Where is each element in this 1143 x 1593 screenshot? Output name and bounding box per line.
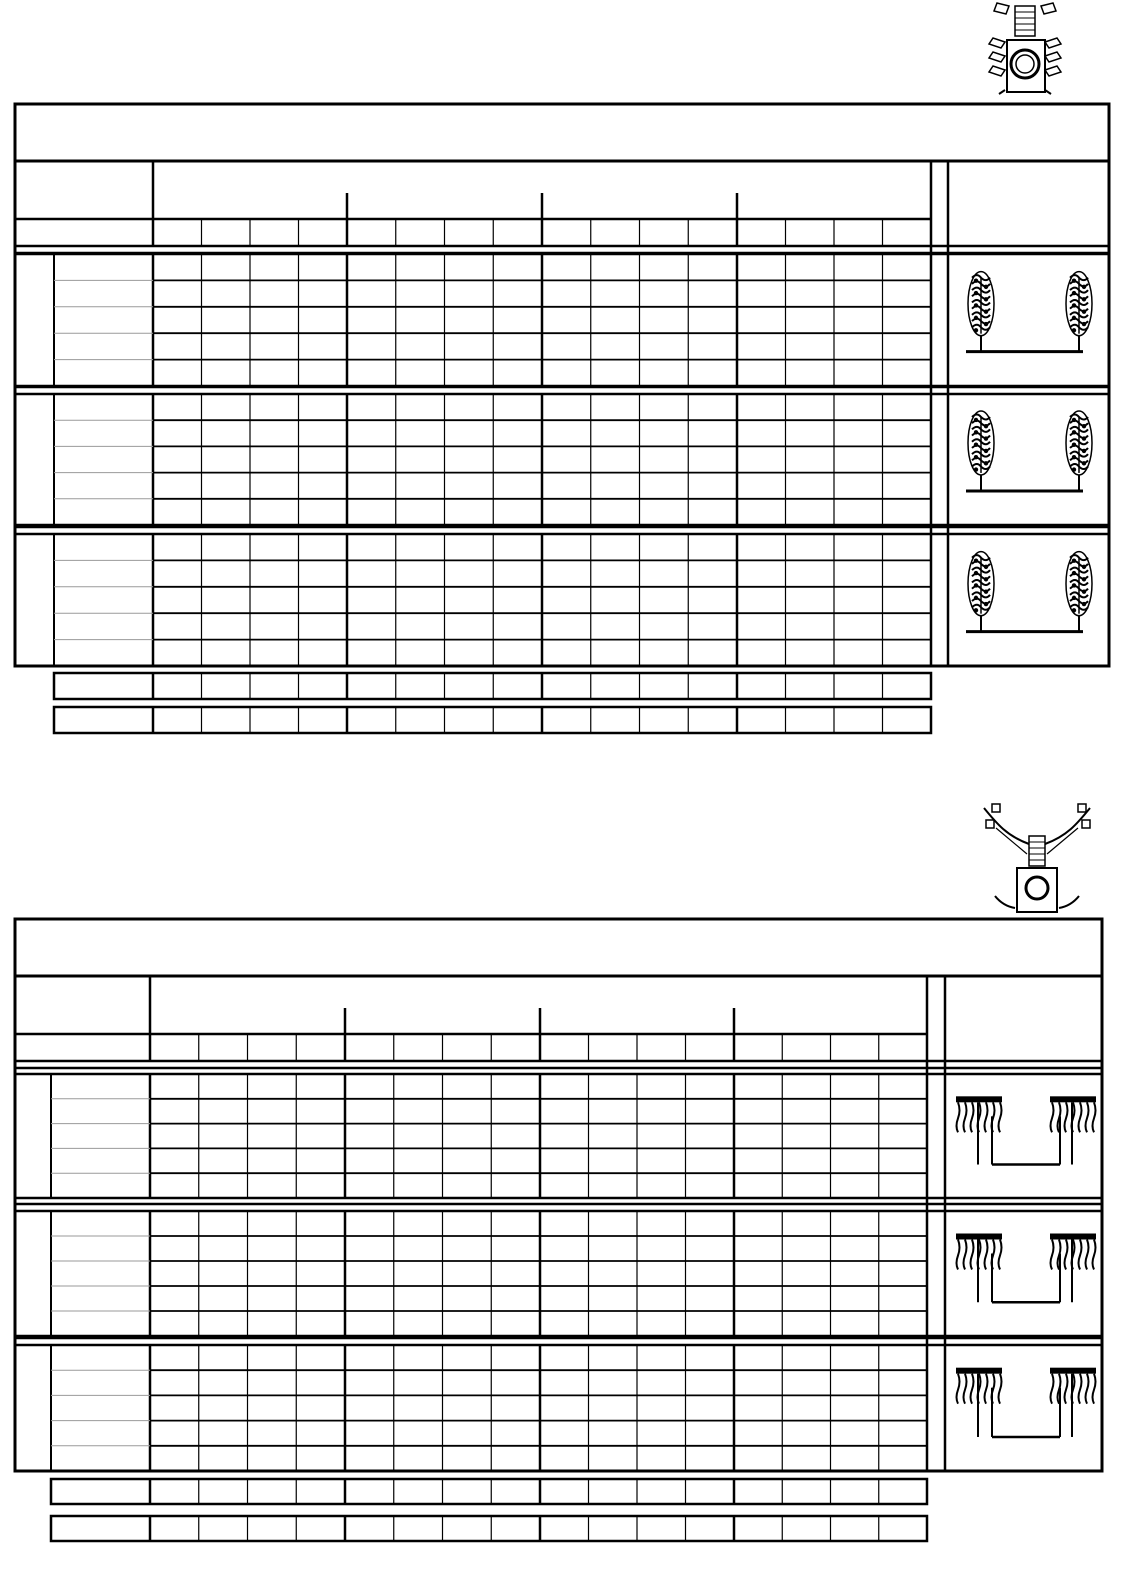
summary-row-1 — [54, 673, 931, 699]
tree-icon — [968, 552, 994, 632]
nozzle-icon — [1045, 38, 1061, 48]
data-block — [15, 527, 1109, 666]
summary-row-frame — [51, 1516, 927, 1541]
nozzle-icon — [1045, 52, 1061, 62]
trellis-vine-pair-icon — [956, 1096, 1096, 1164]
data-block — [15, 254, 1109, 386]
vine-icon — [1050, 1096, 1096, 1164]
tree-icon — [968, 411, 994, 491]
vine-icon — [956, 1096, 1002, 1164]
tree-icon — [1066, 411, 1092, 491]
trellis-vine-pair-icon — [956, 1368, 1096, 1437]
data-block — [15, 1204, 1102, 1336]
summary-row-1 — [51, 1479, 927, 1504]
data-table-upper — [15, 104, 1109, 733]
vine-icon — [1050, 1368, 1096, 1437]
sprayer-machine-compact-icon — [989, 3, 1061, 94]
tank — [1029, 836, 1045, 866]
trellis-vine-pair-icon — [956, 1234, 1096, 1303]
fan-housing — [1026, 877, 1048, 899]
nozzle-icon — [1078, 804, 1086, 812]
nozzle-icon — [1045, 66, 1061, 76]
nozzle-icon — [989, 38, 1005, 48]
vine-icon — [1050, 1234, 1096, 1303]
sprayer-machine-extended-arms-icon — [984, 804, 1090, 912]
bush-tree-pair-icon — [966, 272, 1092, 352]
data-block — [15, 1074, 1102, 1198]
summary-row-frame — [51, 1479, 927, 1504]
nozzle-icon — [986, 820, 994, 828]
summary-row-frame — [54, 673, 931, 699]
summary-row-frame — [54, 707, 931, 733]
summary-row-2 — [54, 707, 931, 733]
table-frame — [15, 919, 1102, 1471]
tree-icon — [1066, 272, 1092, 352]
vine-icon — [956, 1368, 1002, 1437]
nozzle-icon — [992, 804, 1000, 812]
nozzle-icon — [989, 52, 1005, 62]
tree-icon — [1066, 552, 1092, 632]
summary-row-2 — [51, 1516, 927, 1541]
nozzle-icon — [994, 3, 1009, 14]
nozzle-icon — [1041, 3, 1056, 14]
nozzle-icon — [1082, 820, 1090, 828]
tree-icon — [968, 272, 994, 352]
data-block — [15, 387, 1109, 525]
data-block — [15, 1338, 1102, 1471]
bush-tree-pair-icon — [966, 411, 1092, 491]
tank — [1015, 6, 1035, 36]
bush-tree-pair-icon — [966, 552, 1092, 632]
vine-icon — [956, 1234, 1002, 1303]
nozzle-icon — [989, 66, 1005, 76]
data-table-lower — [15, 919, 1102, 1541]
